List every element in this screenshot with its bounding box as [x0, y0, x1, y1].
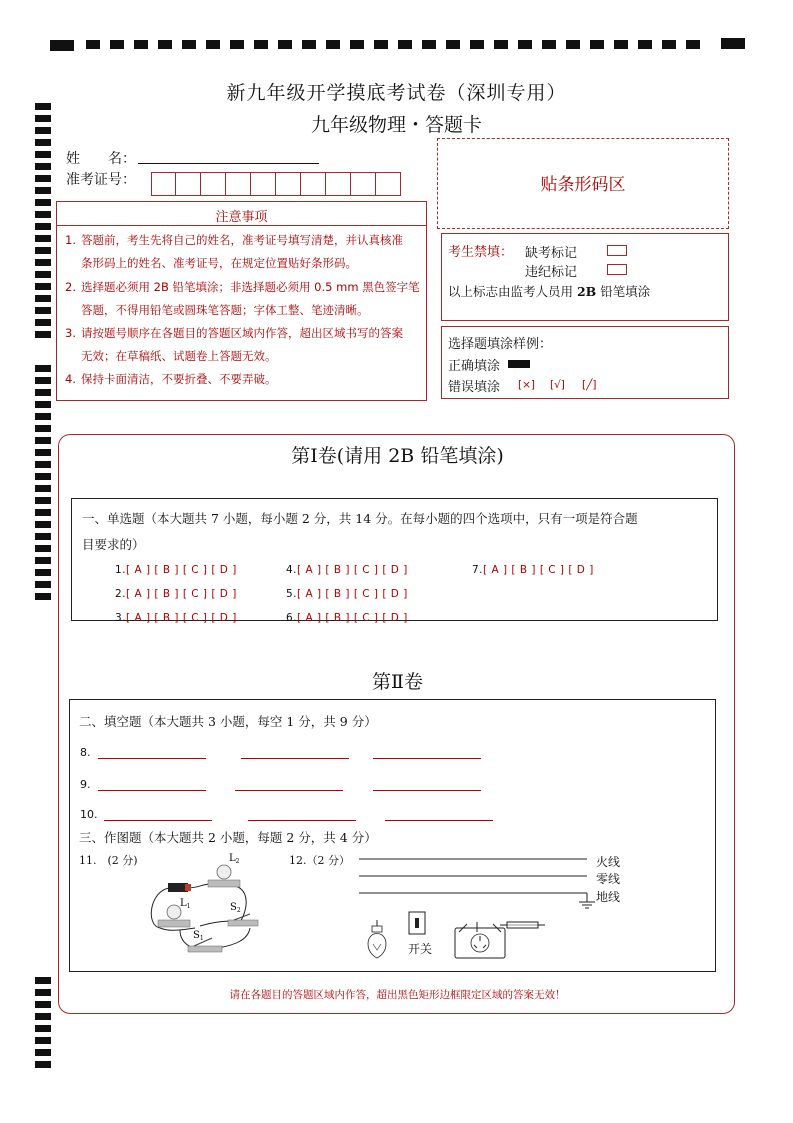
single-choice-instructions-1: 一、单选题（本大题共 7 小题，每小题 2 分，共 14 分。在每小题的四个选项中，只有一项是符合题 — [82, 511, 638, 526]
exam-id-digit-box[interactable] — [276, 172, 301, 196]
single-choice-instructions-2: 目要求的） — [82, 537, 145, 552]
barcode-area[interactable] — [437, 138, 729, 229]
exam-id-digit-box[interactable] — [376, 172, 401, 196]
q8-blank-1[interactable] — [98, 758, 206, 759]
q10-blank-3[interactable] — [385, 820, 493, 821]
exam-id-digit-box[interactable] — [351, 172, 376, 196]
violation-mark-box[interactable] — [607, 264, 627, 275]
bulb-l2-base — [208, 880, 240, 887]
q11-circuit-drawing[interactable] — [140, 850, 260, 965]
barcode-label: 贴条形码区 — [540, 175, 626, 195]
fill-sample-box — [441, 326, 729, 399]
choice-row-q5[interactable]: 5.[ A ] [ B ] [ C ] [ D ] — [286, 588, 408, 600]
ground-wire-label: 地线 — [596, 890, 621, 904]
q12-wiring-drawing[interactable] — [355, 852, 605, 964]
exam-id-digit-box[interactable] — [226, 172, 251, 196]
choice-row-q1[interactable]: 1.[ A ] [ B ] [ C ] [ D ] — [115, 564, 237, 576]
q10-number: 10. — [80, 808, 98, 821]
notice-item-3: 3. 请按题号顺序在各题目的答题区域内作答，超出区域书写的答案 无效；在草稿纸、试题卷上答题无效。 — [65, 326, 403, 363]
q9-blank-1[interactable] — [98, 790, 206, 791]
notice-item-2: 2. 选择题必须用 2B 铅笔填涂；非选择题必须用 0.5 mm 黑色签字笔 答题，不得用铅笔或圆珠笔答题；字体工整、笔迹清晰。 — [65, 280, 420, 317]
exam-id-label: 准考证号： — [66, 172, 136, 188]
notice-box — [56, 225, 427, 401]
q11-label: 11. (2 分) — [79, 854, 138, 867]
exam-id-digit-box[interactable] — [301, 172, 326, 196]
notice-title: 注意事项 — [215, 210, 268, 225]
absent-mark-box[interactable] — [607, 245, 627, 256]
live-wire-label: 火线 — [596, 855, 621, 869]
name-field[interactable] — [138, 163, 319, 164]
examiner-only-box — [441, 233, 729, 321]
name-label: 姓 名： — [66, 151, 136, 167]
bulb-l1-base — [158, 920, 190, 927]
exam-title: 新九年级开学摸底考试卷（深圳专用） — [226, 82, 567, 104]
drawing-title: 三、作图题（本大题共 2 小题，每题 2 分，共 4 分） — [79, 830, 377, 845]
q8-blank-3[interactable] — [373, 758, 481, 759]
fill-sample-title: 选择题填涂样例： — [448, 337, 553, 352]
switch-label: 开关 — [408, 942, 433, 956]
examiner-only-label: 考生禁填： — [448, 245, 514, 260]
correct-fill-label: 正确填涂 — [448, 359, 501, 374]
q9-blank-2[interactable] — [235, 790, 343, 791]
examiner-note: 以上标志由监考人员用 2B 铅笔填涂 — [448, 284, 651, 299]
q9-blank-3[interactable] — [373, 790, 481, 791]
choice-row-q4[interactable]: 4.[ A ] [ B ] [ C ] [ D ] — [286, 564, 408, 576]
notice-item-4: 4. 保持卡面清洁，不要折叠、不要弄破。 — [65, 372, 277, 386]
exam-id-digit-box[interactable] — [201, 172, 226, 196]
switch-s1-base — [188, 946, 222, 952]
exam-id-digit-box[interactable] — [251, 172, 276, 196]
choice-row-q2[interactable]: 2.[ A ] [ B ] [ C ] [ D ] — [115, 588, 237, 600]
q12-label: 12.（2 分） — [289, 854, 350, 867]
q10-blank-2[interactable] — [248, 820, 356, 821]
answer-area — [58, 434, 735, 1014]
q9-number: 9. — [80, 778, 91, 791]
s1-label: $S_1$ — [193, 930, 204, 942]
exam-id-digit-box[interactable] — [326, 172, 351, 196]
notice-item-1: 1. 答题前，考生先将自己的姓名，准考证号填写清楚，并认真核准 条形码上的姓名、准考证号，在规定位置贴好条形码。 — [65, 233, 403, 270]
q10-blank-1[interactable] — [104, 820, 212, 821]
part2-section — [69, 699, 716, 972]
l2-label: $L_2$ — [229, 853, 240, 865]
wrong-mark-check: [√] — [550, 379, 565, 391]
q8-number: 8. — [80, 746, 91, 759]
l1-label: $L_1$ — [180, 898, 191, 910]
switch-s2-base — [228, 920, 258, 926]
choice-row-q6[interactable]: 6.[ A ] [ B ] [ C ] [ D ] — [286, 612, 408, 624]
answer-card-subtitle: 九年级物理・答题卡 — [310, 114, 482, 136]
wrong-mark-x: [×] — [518, 379, 535, 391]
s2-label: $S_2$ — [230, 902, 241, 914]
lamp-icon — [368, 934, 386, 959]
exam-id-digit-box[interactable] — [151, 172, 176, 196]
bulb-l2-icon — [217, 865, 231, 879]
choice-row-q3[interactable]: 3.[ A ] [ B ] [ C ] [ D ] — [115, 612, 237, 624]
footer-warning: 请在各题目的答题区域内作答，超出黑色矩形边框限定区域的答案无效！ — [229, 989, 566, 1001]
choice-row-q7[interactable]: 7.[ A ] [ B ] [ C ] [ D ] — [472, 564, 594, 576]
correct-fill-mark — [508, 360, 530, 368]
exam-id-boxes — [151, 172, 401, 196]
wrong-fill-label: 错误填涂 — [448, 380, 501, 395]
part1-title: 第Ⅰ卷(请用 2B 铅笔填涂) — [291, 445, 504, 467]
bulb-l1-icon — [167, 905, 181, 919]
q8-blank-2[interactable] — [241, 758, 349, 759]
single-choice-section — [71, 498, 718, 624]
wrong-mark-slash: [╱] — [582, 379, 597, 391]
fill-blank-title: 二、填空题（本大题共 3 小题，每空 1 分，共 9 分） — [79, 714, 377, 729]
neutral-wire-label: 零线 — [596, 872, 621, 886]
violation-mark-label: 违纪标记 — [525, 265, 578, 280]
notice-header — [56, 201, 427, 226]
exam-id-digit-box[interactable] — [176, 172, 201, 196]
absent-mark-label: 缺考标记 — [525, 246, 578, 261]
part2-title: 第Ⅱ卷 — [372, 671, 423, 693]
